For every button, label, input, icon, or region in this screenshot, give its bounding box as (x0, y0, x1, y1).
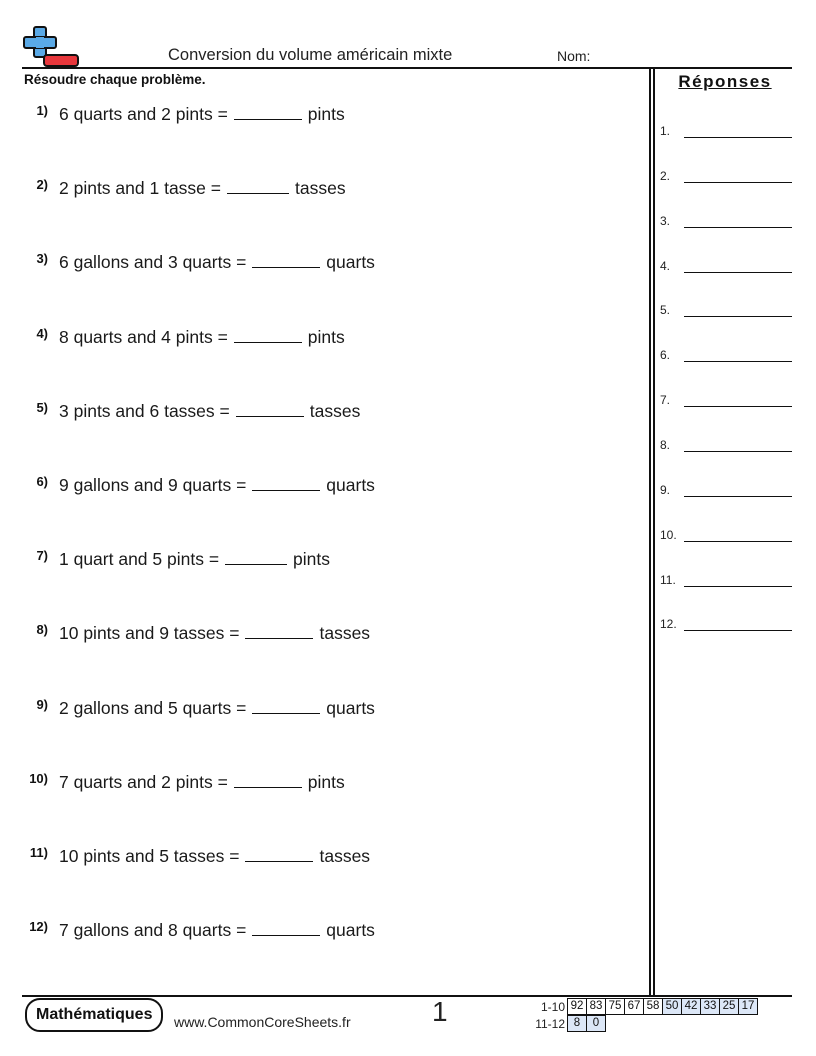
answer-row (660, 169, 792, 189)
problem-expression: 9 gallons and 9 quarts = (59, 475, 247, 495)
answer-blank[interactable] (234, 324, 302, 343)
problem-expression: 7 quarts and 2 pints = (59, 771, 228, 792)
answer-line[interactable] (684, 316, 792, 317)
answer-blank[interactable] (252, 695, 320, 714)
answer-line[interactable] (684, 630, 792, 631)
problem-item (24, 251, 634, 279)
problem-expression: 3 pints and 6 tasses = (59, 400, 230, 421)
answer-line[interactable] (684, 227, 792, 228)
problem-expression: 7 gallons and 8 quarts = (59, 920, 247, 941)
problem-number: 5) (36, 399, 48, 415)
problem-expression: 10 pints and 5 tasses = (59, 846, 240, 866)
answer-blank[interactable] (252, 917, 320, 936)
problem-item (24, 548, 634, 576)
answer-line[interactable] (684, 406, 792, 407)
problem-expression: 6 gallons and 3 quarts = (59, 252, 247, 273)
answer-line[interactable] (684, 586, 792, 587)
problem-item (24, 326, 634, 354)
problem-number: 8) (36, 622, 48, 638)
problem-number: 4) (36, 325, 48, 341)
answer-row (660, 259, 792, 279)
answer-row (660, 393, 792, 413)
problem-number: 7) (36, 548, 48, 564)
answer-number: 1. (660, 124, 671, 138)
problem-text (59, 324, 345, 348)
problem-item (24, 771, 634, 799)
answer-line[interactable] (684, 451, 792, 452)
answer-blank[interactable] (252, 472, 320, 491)
answer-number: 7. (660, 393, 671, 408)
score-cell: 42 (681, 998, 701, 1015)
answer-number: 9. (660, 482, 671, 497)
problem-number: 12) (29, 919, 48, 935)
score-range-label: 11-12 (535, 1016, 565, 1031)
problem-text (59, 546, 330, 570)
instructions: Résoudre chaque problème. (24, 72, 206, 87)
problem-text (59, 769, 345, 793)
score-cell: 83 (586, 998, 606, 1015)
answer-row (660, 124, 792, 144)
problem-number: 1) (36, 103, 48, 118)
problem-expression: 8 quarts and 4 pints = (59, 326, 228, 347)
score-cell: 8 (567, 1015, 587, 1032)
answer-line[interactable] (684, 496, 792, 497)
problem-unit: tasses (319, 623, 371, 644)
answer-blank[interactable] (236, 398, 304, 417)
problem-text (59, 175, 346, 199)
problem-unit: pints (307, 104, 345, 124)
score-cell: 17 (738, 998, 758, 1015)
column-divider-left (649, 67, 651, 995)
answer-number: 4. (660, 258, 671, 273)
problem-item (24, 400, 634, 428)
answer-number: 11. (660, 572, 676, 587)
answer-number: 10. (660, 527, 677, 542)
problem-number: 11) (29, 845, 48, 860)
score-cell: 25 (719, 998, 739, 1015)
answer-number: 8. (660, 437, 671, 452)
problem-number: 9) (36, 696, 48, 712)
score-cells (568, 998, 758, 1015)
answer-blank[interactable] (225, 546, 287, 565)
problem-item (24, 474, 634, 502)
problem-unit: quarts (326, 920, 375, 941)
problem-text (59, 398, 360, 422)
answer-number: 2. (660, 168, 671, 183)
name-label: Nom: (557, 48, 591, 64)
problem-expression: 2 gallons and 5 quarts = (59, 697, 247, 718)
problem-number: 2) (36, 177, 48, 193)
answer-number: 5. (660, 303, 671, 318)
problem-text (59, 101, 345, 125)
answer-row (660, 214, 792, 234)
score-row (527, 998, 758, 1015)
score-cell: 33 (700, 998, 720, 1015)
answer-blank[interactable] (234, 769, 302, 788)
score-cell: 50 (662, 998, 682, 1015)
problem-item (24, 845, 634, 873)
answer-row (660, 528, 792, 548)
problem-unit: tasses (295, 178, 346, 199)
plus-minus-logo-icon (22, 25, 80, 69)
answer-number: 3. (660, 213, 671, 228)
answer-row (660, 303, 792, 323)
site-url: www.CommonCoreSheets.fr (174, 1014, 351, 1030)
column-divider-right (653, 67, 655, 995)
problem-unit: tasses (319, 846, 371, 866)
problem-unit: tasses (309, 400, 361, 421)
answers-title: Réponses (678, 72, 772, 91)
score-row (527, 1015, 606, 1032)
answer-blank[interactable] (234, 101, 302, 120)
problem-unit: quarts (326, 697, 375, 718)
problem-item (24, 919, 634, 947)
score-cell: 92 (567, 998, 587, 1015)
answer-line[interactable] (684, 137, 792, 138)
footer-divider (22, 995, 792, 997)
problem-number: 10) (29, 770, 48, 786)
answer-row (660, 438, 792, 458)
answer-line[interactable] (684, 361, 792, 362)
problem-expression: 2 pints and 1 tasse = (59, 178, 221, 199)
answer-row (660, 573, 792, 593)
answer-line[interactable] (684, 541, 792, 542)
score-cell: 58 (643, 998, 663, 1015)
problem-number: 6) (36, 474, 48, 489)
answer-number: 12. (660, 617, 677, 632)
problem-expression: 6 quarts and 2 pints = (59, 104, 228, 124)
score-range-label: 1-10 (540, 999, 565, 1014)
problem-text (59, 249, 375, 273)
problem-item (24, 103, 634, 131)
worksheet-title: Conversion du volume américain mixte (168, 46, 453, 64)
answer-blank[interactable] (227, 175, 289, 194)
answer-blank[interactable] (245, 843, 313, 862)
score-cells (568, 1015, 606, 1032)
answer-row (660, 348, 792, 368)
score-cell: 0 (586, 1015, 606, 1032)
answer-row (660, 617, 792, 637)
problem-unit: pints (307, 326, 345, 347)
problem-text (59, 472, 375, 496)
answer-blank[interactable] (245, 620, 313, 639)
problem-number: 3) (36, 251, 48, 267)
problem-unit: quarts (326, 252, 375, 273)
problem-text (59, 917, 375, 941)
problem-unit: quarts (326, 475, 375, 495)
answer-line[interactable] (684, 272, 792, 273)
problem-item (24, 622, 634, 650)
answer-blank[interactable] (252, 249, 320, 268)
problem-text (59, 695, 375, 719)
page-number: 1 (432, 996, 448, 1027)
problem-text (59, 620, 370, 644)
score-cell: 67 (624, 998, 644, 1015)
problem-unit: pints (307, 771, 345, 792)
problem-text (59, 843, 370, 867)
header-divider (22, 67, 792, 69)
problem-expression: 1 quart and 5 pints = (59, 549, 220, 570)
problem-unit: pints (293, 549, 331, 570)
answer-line[interactable] (684, 182, 792, 183)
subject-badge: Mathématiques (25, 998, 163, 1032)
answer-number: 6. (660, 348, 671, 363)
problem-expression: 10 pints and 9 tasses = (59, 623, 240, 644)
problem-item (24, 177, 634, 205)
score-cell: 75 (605, 998, 625, 1015)
answer-row (660, 483, 792, 503)
problem-item (24, 697, 634, 725)
